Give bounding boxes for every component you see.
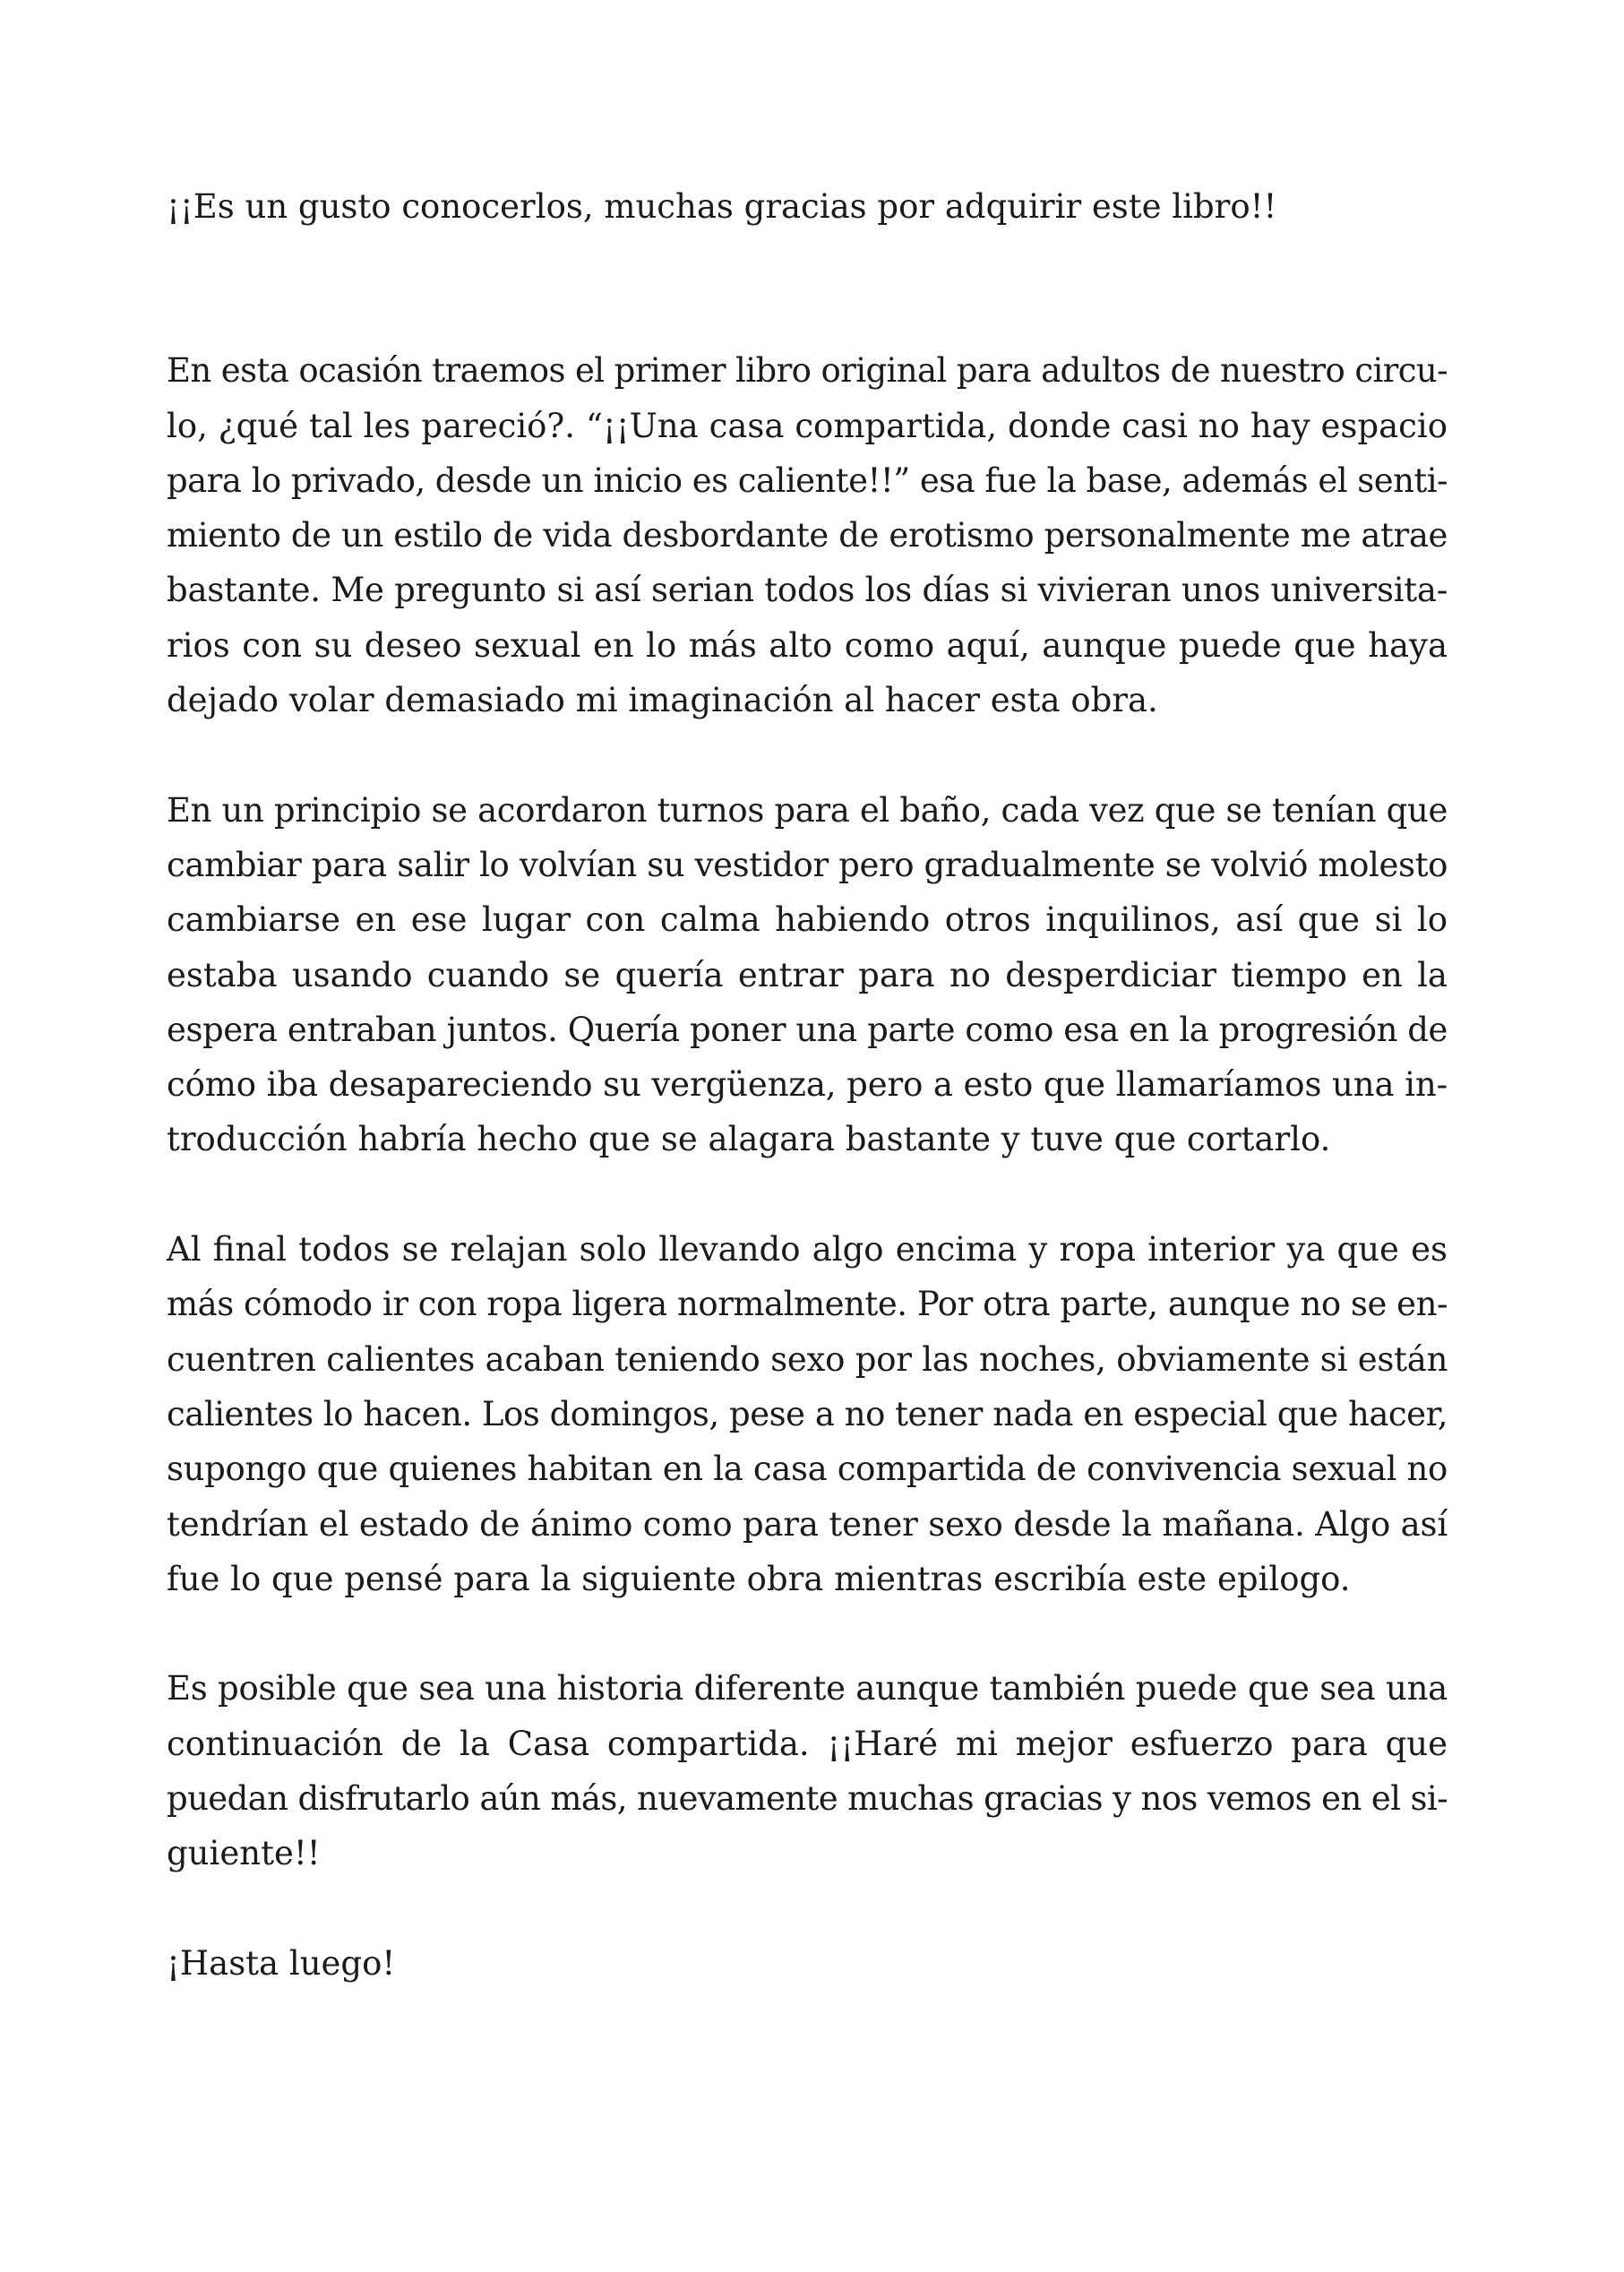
text-line: cambiarse en ese lugar con calma habiendo otros inquilinos, así que si lo bbox=[167, 900, 1448, 940]
text-line: Al final todos se relajan solo llevando algo encima y ropa interior ya que es bbox=[167, 1230, 1448, 1269]
text-line: cuentren calientes acaban teniendo sexo por las noches, obviamente si están bbox=[167, 1339, 1448, 1379]
epilogue-text bbox=[167, 179, 1448, 1991]
text-line: cómo iba desapareciendo su vergüenza, pero a esto que llamaríamos una in- bbox=[167, 1065, 1448, 1105]
text-line: guiente!! bbox=[167, 1834, 321, 1873]
text-line: fue lo que pensé para la siguiente obra mientras escribía este epilogo. bbox=[167, 1559, 1351, 1598]
intro-line bbox=[167, 179, 1448, 234]
text-line: bastante. Me pregunto si así serian todos los días si vivieran unos universita- bbox=[167, 571, 1448, 610]
paragraph-3 bbox=[167, 1222, 1448, 1606]
paragraph-2 bbox=[167, 783, 1448, 1167]
text-line: En un principio se acordaron turnos para el baño, cada vez que se tenían que bbox=[167, 790, 1448, 830]
paragraph-1 bbox=[167, 343, 1448, 727]
closing-line bbox=[167, 1936, 1448, 1991]
text-line: En esta ocasión traemos el primer libro original para adultos de nuestro circu- bbox=[167, 351, 1448, 391]
text-line: tendrían el estado de ánimo como para tener sexo desde la mañana. Algo así bbox=[167, 1504, 1448, 1544]
text-line: supongo que quienes habitan en la casa compartida de convivencia sexual no bbox=[167, 1450, 1448, 1489]
text-line: espera entraban juntos. Quería poner una parte como esa en la progresión de bbox=[167, 1010, 1448, 1049]
text-line: cambiar para salir lo volvían su vestidor pero gradualmente se volvió molesto bbox=[167, 845, 1448, 884]
text-line: miento de un estilo de vida desbordante de erotismo personalmente me atrae bbox=[167, 516, 1448, 555]
closing-text: ¡Hasta luego! bbox=[167, 1943, 396, 1983]
text-line: más cómodo ir con ropa ligera normalmente. Por otra parte, aunque no se en- bbox=[167, 1285, 1448, 1324]
text-line: troducción habría hecho que se alagara bastante y tuve que cortarlo. bbox=[167, 1120, 1331, 1159]
text-line: dejado volar demasiado mi imaginación al hacer esta obra. bbox=[167, 681, 1158, 720]
text-line: lo, ¿qué tal les pareció?. “¡¡Una casa compartida, donde casi no hay espacio bbox=[167, 406, 1448, 445]
intro-text: ¡¡Es un gusto conocerlos, muchas gracias por adquirir este libro!! bbox=[167, 187, 1277, 226]
text-line: rios con su deseo sexual en lo más alto como aquí, aunque puede que haya bbox=[167, 625, 1448, 665]
text-line: Es posible que sea una historia diferente aunque también puede que sea una bbox=[167, 1669, 1448, 1708]
text-line: para lo privado, desde un inicio es caliente!!” esa fue la base, además el senti- bbox=[167, 460, 1448, 500]
text-line: puedan disfrutarlo aún más, nuevamente muchas gracias y nos vemos en el si- bbox=[167, 1779, 1448, 1819]
text-line: estaba usando cuando se quería entrar para no desperdiciar tiempo en la bbox=[167, 955, 1448, 994]
paragraph-4 bbox=[167, 1661, 1448, 1880]
text-line: calientes lo hacen. Los domingos, pese a no tener nada en especial que hacer, bbox=[167, 1394, 1448, 1433]
text-line: continuación de la Casa compartida. ¡¡Haré mi mejor esfuerzo para que bbox=[167, 1724, 1448, 1763]
